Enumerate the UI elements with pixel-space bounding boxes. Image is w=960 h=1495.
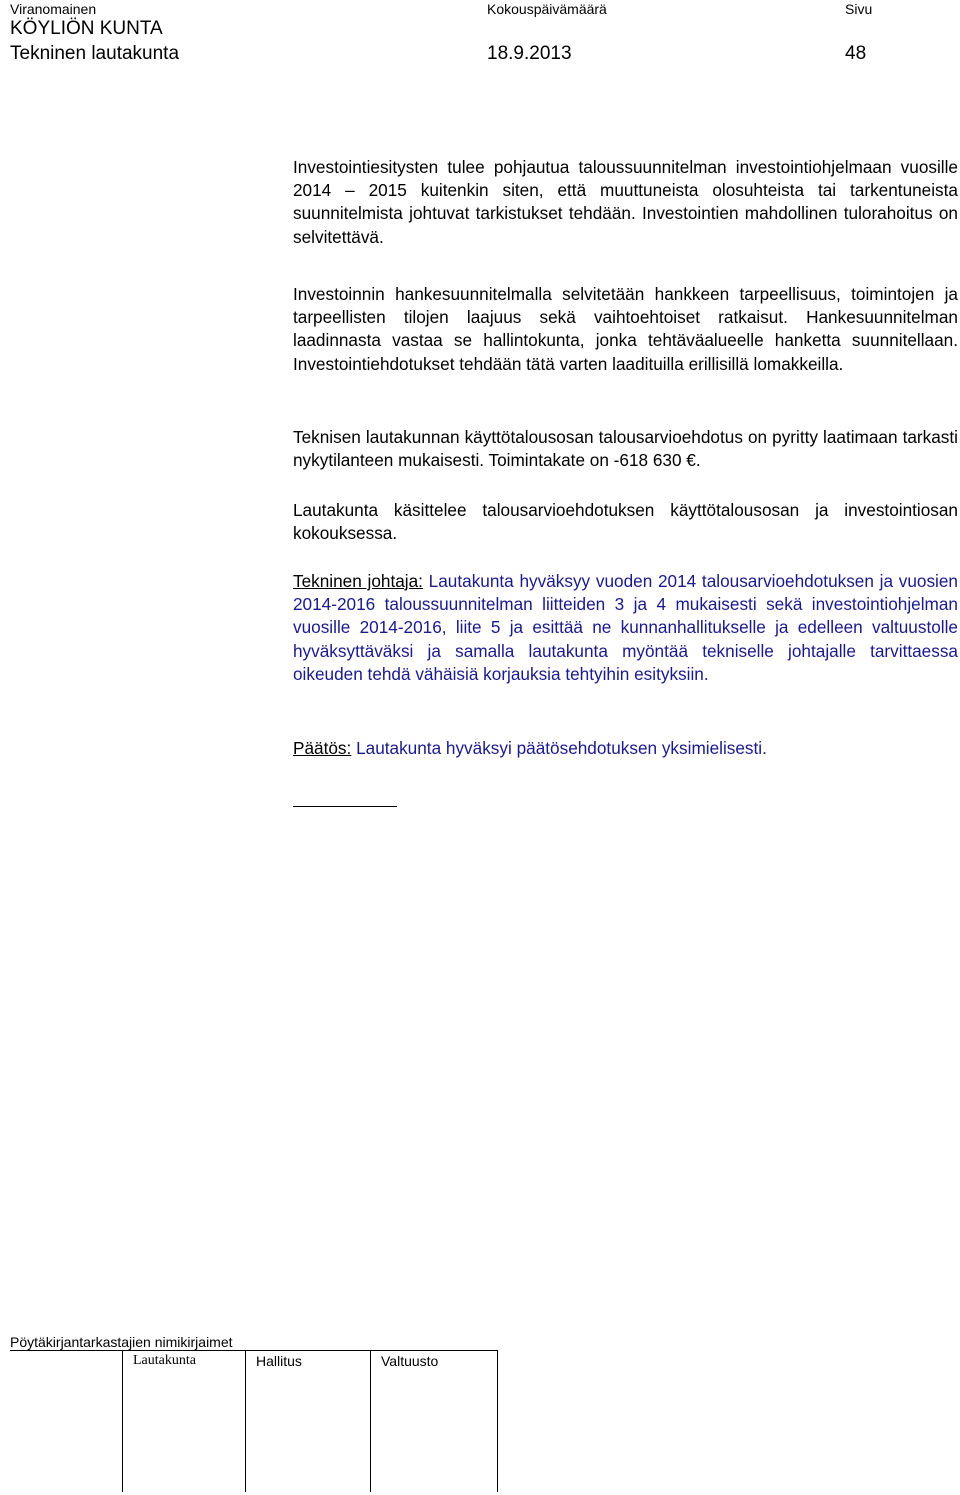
meeting-date-label: Kokouspäivämäärä (487, 1, 607, 17)
proposal-paragraph (293, 570, 958, 686)
initials-table-title: Pöytäkirjantarkastajien nimikirjaimet (10, 1334, 233, 1350)
initials-table-divider (370, 1351, 371, 1492)
initials-column-lautakunta: Lautakunta (133, 1353, 196, 1368)
paragraph-text: Investoinnin hankesuunnitelmalla selvitetään hankkeen tarpeellisuus, toimintojen ja tarpeellisten tilojen laajuus sekä vaihtoehtoiset ratkaisut. Hankesuunnitelman laadinnasta vastaa se hallintokunta, jonka tehtäväalueelle hanketta suunnitellaan. Investointiehdotukset tehdään tätä varten laadituilla erillisillä lomakkeilla. (293, 284, 958, 374)
decision-text: Lautakunta hyväksyi päätösehdotuksen yksimielisesti. (351, 738, 767, 758)
paragraph-committee-handling (293, 499, 958, 545)
proposal-label: Tekninen johtaja: (293, 571, 423, 591)
proposal-text: Lautakunta hyväksyy vuoden 2014 talousarvioehdotuksen ja vuosien 2014-2016 taloussuunnitelman liitteiden 3 ja 4 mukaisesti sekä investointiohjelman vuosille 2014-2016, liite 5 ja esittää ne kunnanhallitukselle ja edelleen valtuustolle hyväksyttäväksi ja samalla lautakunta myöntää tekniselle johtajalle tarvittaessa oikeuden tehdä vähäisiä korjauksia tehtyihin esityksiin. (293, 571, 958, 684)
paragraph-investment-proposals (293, 156, 958, 249)
initials-column-hallitus: Hallitus (256, 1353, 302, 1369)
paragraph-text: Lautakunta käsittelee talousarvioehdotuksen käyttötalousosan ja investointiosan kokouksessa. (293, 500, 958, 544)
committee-name: Tekninen lautakunta (10, 43, 180, 64)
initials-column-valtuusto: Valtuusto (381, 1353, 439, 1369)
page-number: 48 (845, 43, 867, 64)
initials-table-top-rule (10, 1350, 498, 1351)
page-label: Sivu (845, 1, 873, 17)
decision-paragraph (293, 737, 958, 760)
initials-table-divider (245, 1351, 246, 1492)
paragraph-text: Investointiesitysten tulee pohjautua taloussuunnitelman investointiohjelmaan vuosille 2014 – 2015 kuitenkin siten, että muuttuneista olosuhteista tai tarkentuneista suunnitelmista johtuvat tarkistukset tehdään. Investointien mahdollinen tulorahoitus on selvitettävä. (293, 157, 958, 247)
initials-table-divider (497, 1351, 498, 1492)
paragraph-project-plan (293, 283, 958, 376)
organization-name: KÖYLIÖN KUNTA (10, 18, 163, 39)
meeting-date: 18.9.2013 (487, 43, 572, 64)
paragraph-text: Teknisen lautakunnan käyttötalousosan talousarvioehdotus on pyritty laatimaan tarkasti nykytilanteen mukaisesti. Toimintakate on -618 630 €. (293, 427, 958, 471)
paragraph-operating-budget (293, 426, 958, 472)
section-divider (293, 806, 397, 807)
decision-label: Päätös: (293, 738, 352, 758)
initials-table-divider (122, 1351, 123, 1492)
authority-label: Viranomainen (10, 1, 97, 17)
